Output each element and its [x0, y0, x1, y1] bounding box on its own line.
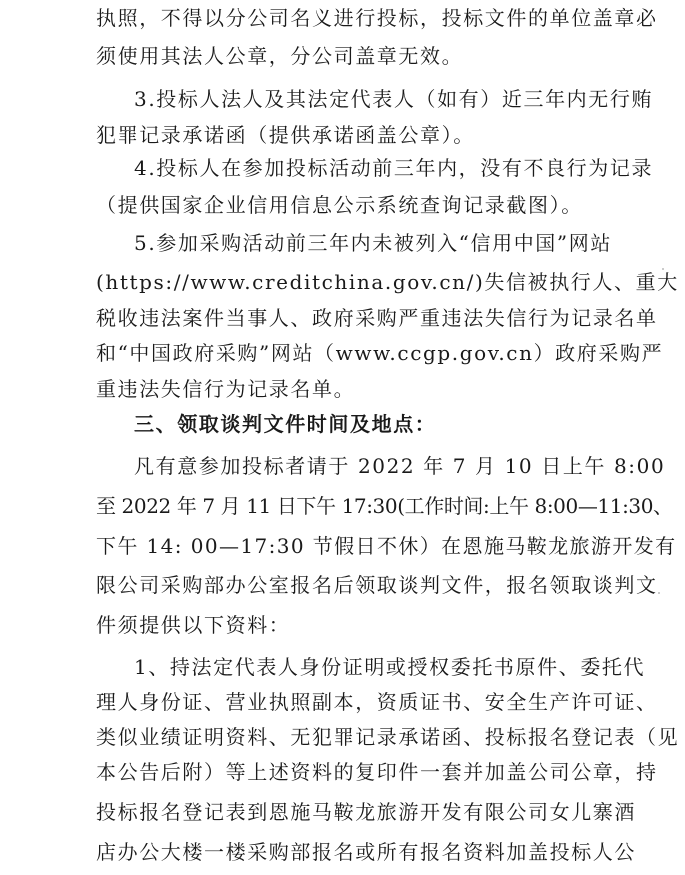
- body-text-line: 本公告后附）等上述资料的复印件一套并加盖公司公章，持: [96, 760, 658, 784]
- body-text-line: 店办公大楼一楼采购部报名或所有报名资料加盖投标人公: [96, 840, 636, 864]
- body-text-line: 执照，不得以分公司名义进行投标，投标文件的单位盖章必: [96, 6, 658, 30]
- body-text-line: 3.投标人法人及其法定代表人（如有）近三年内无行贿: [134, 87, 654, 111]
- body-text-line: 须使用其法人公章，分公司盖章无效。: [96, 44, 464, 68]
- body-text-line: 重违法失信行为记录名单。: [96, 377, 356, 401]
- body-text-line: (https://www.creditchina.gov.cn/)失信被执行人、重大: [96, 270, 679, 294]
- body-text-line: 5.参加采购活动前三年内未被列入“信用中国”网站: [134, 231, 612, 255]
- body-text-line: 凡有意参加投标者请于 2022 年 7 月 10 日上午 8:00: [134, 454, 666, 478]
- scan-speck: [662, 268, 664, 270]
- body-text-line: 4.投标人在参加投标活动前三年内，没有不良行为记录: [134, 156, 654, 180]
- section-heading: 三、领取谈判文件时间及地点：: [134, 412, 437, 436]
- body-text-line: 和“中国政府采购”网站（www.ccgp.gov.cn）政府采购严: [96, 341, 664, 365]
- body-text-line: 投标报名登记表到恩施马鞍龙旅游开发有限公司女儿寨酒: [96, 800, 636, 824]
- body-text-line: 1、持法定代表人身份证明或授权委托书原件、委托代: [134, 655, 646, 679]
- body-text-line: 至 2022 年 7 月 11 日下午 17:30(工作时间:上午 8:00—11:30、: [96, 494, 673, 518]
- scan-speck: [658, 592, 660, 594]
- body-text-line: 限公司采购部办公室报名后领取谈判文件，报名领取谈判文: [96, 573, 658, 597]
- body-text-line: 下午 14: 00—17:30 节假日不休）在恩施马鞍龙旅游开发有: [96, 534, 677, 558]
- body-text-line: 理人身份证、营业执照副本，资质证书、安全生产许可证、: [96, 690, 658, 714]
- body-text-line: 件须提供以下资料：: [96, 613, 291, 637]
- body-text-line: （提供国家企业信用信息公示系统查询记录截图）。: [96, 193, 583, 217]
- body-text-line: 税收违法案件当事人、政府采购严重违法失信行为记录名单: [96, 306, 658, 330]
- body-text-line: 犯罪记录承诺函（提供承诺函盖公章）。: [96, 123, 475, 147]
- body-text-line: 类似业绩证明资料、无犯罪记录承诺函、投标报名登记表（见: [96, 725, 680, 749]
